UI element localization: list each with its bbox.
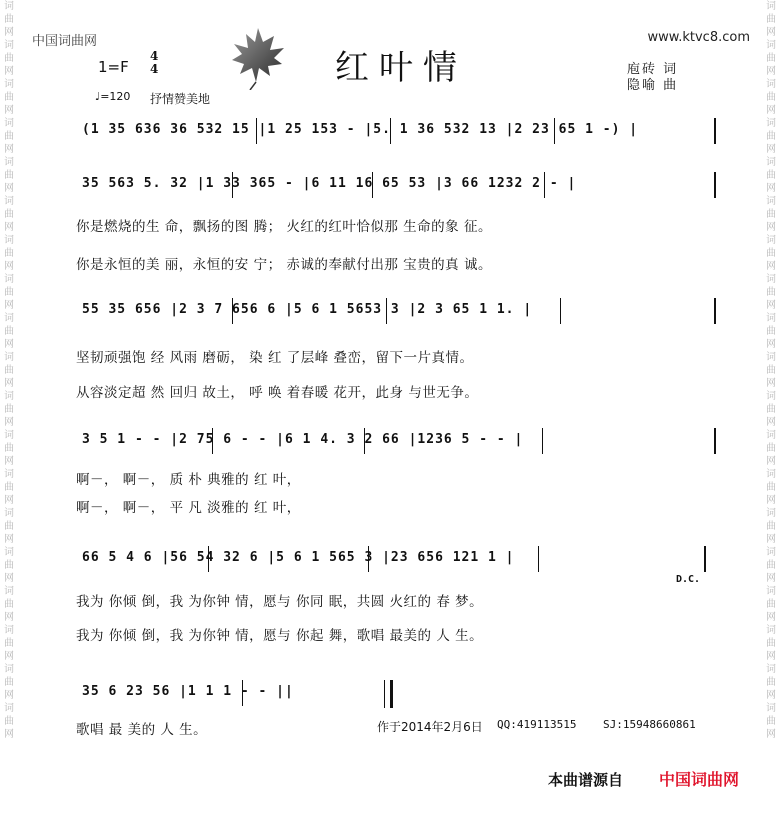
notation-text: (1 35 636 36 532 15 |1 25 153 - |5. 1 36 532 13 |2 23 65 1 -) |: [82, 122, 639, 137]
song-title: 红叶情: [335, 48, 467, 88]
lyric-line-9: 歌唱 最 美的 人 生。: [76, 722, 208, 738]
lyric-line-1: 你是燃烧的生 命，飘扬的图 腾； 火红的红叶恰似那 生命的象 征。: [76, 219, 492, 235]
maple-leaf-icon: [228, 24, 288, 90]
site-url: www.ktvc8.com: [647, 30, 750, 45]
side-watermark-left: 词曲网词曲网词曲网词曲网词曲网词曲网词曲网词曲网词曲网词曲网词曲网词曲网词曲网词曲网词曲网词曲网词曲网词曲网词曲网: [4, 1, 14, 740]
key-signature: 1=F: [98, 58, 129, 76]
lyric-line-7: 我为 你倾 倒，我 为你钟 情，愿与 你同 眠，共圆 火红的 春 梦。: [76, 594, 484, 610]
source-brand-link[interactable]: 中国词曲网: [659, 770, 740, 789]
score-line-1: [82, 118, 722, 148]
notation-text: 35 6 23 56 |1 1 1 - - ||: [82, 684, 294, 699]
meter-bottom: 4: [150, 62, 159, 76]
composition-date: 作于2014年2月6日: [377, 720, 483, 734]
notation-text: 55 35 656 |2 3 7 656 6 |5 6 1 5653 3 |2 3 65 1 1. |: [82, 302, 533, 317]
contact-phone: SJ:15948660861: [603, 718, 696, 731]
lyric-line-2: 你是永恒的美 丽，永恒的安 宁； 赤诚的奉献付出那 宝贵的真 诚。: [76, 257, 492, 273]
lyric-line-8: 我为 你倾 倒，我 为你钟 情，愿与 你起 舞，歌唱 最美的 人 生。: [76, 628, 484, 644]
time-signature: [150, 50, 158, 76]
lyric-line-4: 从容淡定超 然 回归 故土， 呼 唤 着春暖 花开，此身 与世无争。: [76, 385, 479, 401]
source-label: 本曲谱源自: [548, 771, 624, 789]
expression-mark: 抒情赞美地: [150, 92, 211, 106]
da-capo-mark: D.C.: [676, 574, 701, 585]
contact-qq: QQ:419113515: [497, 718, 577, 731]
notation-text: 66 5 4 6 |56 54 32 6 |5 6 1 565 3 |23 656 121 1 |: [82, 550, 515, 565]
score-line-6: [82, 680, 722, 710]
score-line-3: [82, 298, 722, 328]
lyricist-credit: 庖砖 词: [627, 62, 679, 77]
top-watermark: 中国词曲网: [32, 34, 98, 49]
tempo-mark: ♩=120: [95, 90, 131, 103]
score-line-2: [82, 172, 722, 202]
lyric-line-5: 啊－， 啊－， 质 朴 典雅的 红 叶，: [76, 472, 301, 488]
notation-text: 3 5 1 - - |2 75 6 - - |6 1 4. 3 2 66 |1236 5 - - |: [82, 432, 524, 447]
lyric-line-3: 坚韧顽强饱 经 风雨 磨砺， 染 红 了层峰 叠峦，留下一片真情。: [76, 350, 474, 366]
side-watermark-right: 词曲网词曲网词曲网词曲网词曲网词曲网词曲网词曲网词曲网词曲网词曲网词曲网词曲网词曲网词曲网词曲网词曲网词曲网词曲网: [766, 1, 776, 740]
meter-top: 4: [150, 49, 159, 63]
lyric-line-6: 啊－， 啊－， 平 凡 淡雅的 红 叶，: [76, 500, 301, 516]
composer-credit: 隐喻 曲: [627, 78, 679, 93]
score-line-4: [82, 428, 722, 458]
score-line-5: [82, 546, 722, 576]
notation-text: 35 563 5. 32 |1 33 365 - |6 11 16 65 53 |3 66 1232 2 - |: [82, 176, 577, 191]
